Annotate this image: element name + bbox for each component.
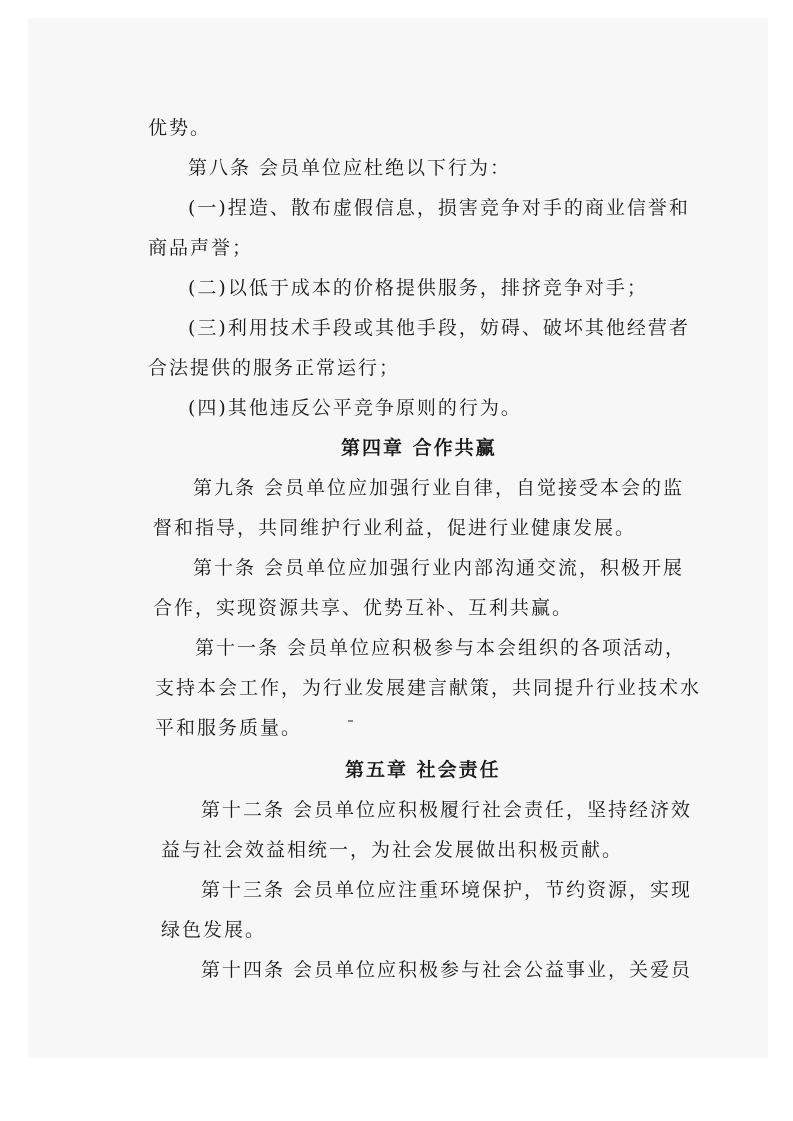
text-line: 督和指导，共同维护行业利益，促进行业健康发展。 bbox=[153, 517, 637, 539]
text-line: 合法提供的服务正常运行； bbox=[148, 357, 401, 379]
text-line: 绿色发展。 bbox=[161, 919, 267, 941]
text-line: 商品声誉； bbox=[148, 237, 254, 259]
text-line: 平和服务质量。 bbox=[155, 717, 303, 739]
article-14: 第十四条 会员单位应积极参与社会公益事业，关爱员 bbox=[201, 959, 693, 981]
article-10: 第十条 会员单位应加强行业内部沟通交流，积极开展 bbox=[193, 557, 685, 579]
text-line: 合作，实现资源共享、优势互补、互利共赢。 bbox=[153, 597, 574, 619]
text-line: 优势。 bbox=[148, 117, 212, 139]
clause-3: (三)利用技术手段或其他手段，妨碍、破坏其他经营者 bbox=[188, 317, 690, 339]
article-11: 第十一条 会员单位应积极参与本会组织的各项活动， bbox=[195, 637, 687, 659]
clause-1: (一)捏造、散布虚假信息，损害竞争对手的商业信誉和 bbox=[188, 197, 690, 219]
clause-2: (二)以低于成本的价格提供服务，排挤竞争对手； bbox=[188, 277, 648, 299]
text-line: 益与社会效益相统一，为社会发展做出积极贡献。 bbox=[161, 839, 624, 861]
article-8: 第八条 会员单位应杜绝以下行为： bbox=[188, 157, 512, 179]
article-13: 第十三条 会员单位应注重环境保护，节约资源，实现 bbox=[201, 879, 693, 901]
article-9: 第九条 会员单位应加强行业自律，自觉接受本会的监 bbox=[193, 477, 685, 499]
article-12: 第十二条 会员单位应积极履行社会责任，坚持经济效 bbox=[201, 799, 693, 821]
clause-4: (四)其他违反公平竞争原则的行为。 bbox=[188, 397, 522, 419]
scan-speck bbox=[348, 720, 353, 722]
chapter-5-heading: 第五章 社会责任 bbox=[345, 759, 501, 781]
text-line: 支持本会工作，为行业发展建言献策，共同提升行业技术水 bbox=[155, 677, 702, 699]
chapter-4-heading: 第四章 合作共赢 bbox=[341, 437, 497, 459]
